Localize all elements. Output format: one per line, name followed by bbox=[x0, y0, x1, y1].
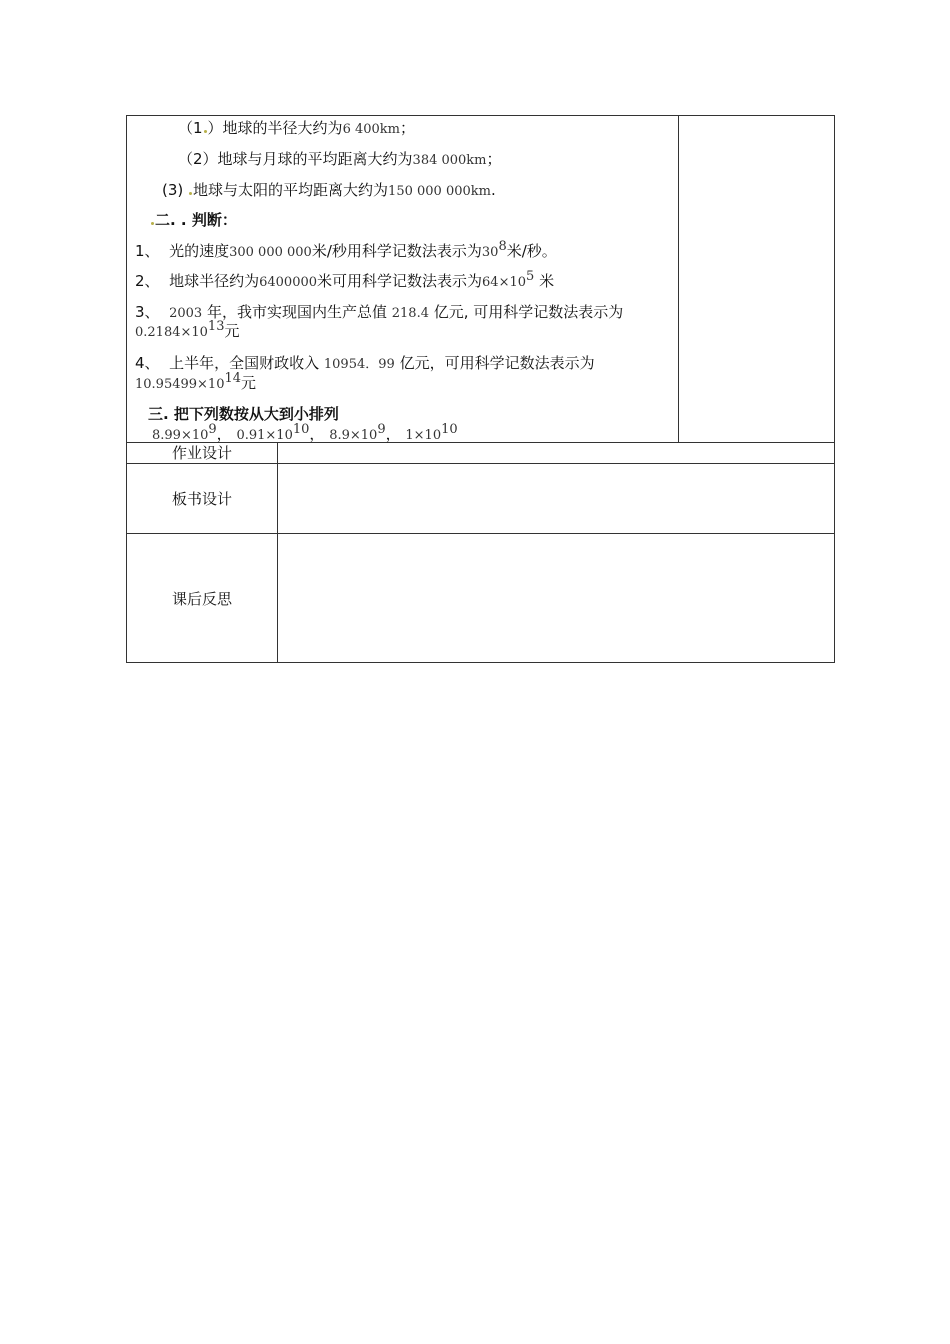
number-separator: ， bbox=[385, 425, 401, 443]
item-text: 米/秒用科学记数法表示为 bbox=[311, 242, 482, 260]
earth-moon-line bbox=[178, 150, 502, 170]
item-number: 6400000 bbox=[259, 275, 318, 290]
item-exponent: 5 bbox=[526, 269, 535, 284]
board-content-cell bbox=[278, 464, 834, 533]
item-number: 150 000 000km bbox=[388, 184, 491, 199]
item-number-lead: 3、 bbox=[135, 303, 160, 321]
reflection-label: 课后反思 bbox=[171, 590, 232, 608]
item-text: ）地球的半径大约为 bbox=[207, 119, 343, 137]
board-design-label: 板书设计 bbox=[171, 490, 232, 508]
item-text: 光的速度 bbox=[169, 242, 230, 260]
number-base: 8.9×10 bbox=[329, 428, 378, 443]
item-text: 元 bbox=[224, 322, 240, 340]
item-label: （1 bbox=[178, 119, 203, 137]
item-number: 64×10 bbox=[482, 275, 527, 290]
earth-sun-line bbox=[162, 181, 496, 201]
item-text: 上半年，全国财政收入 bbox=[169, 354, 320, 372]
item-text: 地球与太阳的平均距离大约为 bbox=[193, 181, 389, 199]
item-number: 10954．99 bbox=[323, 357, 395, 372]
judge-item-1 bbox=[135, 239, 557, 262]
item-punct: ； bbox=[486, 150, 502, 168]
item-text: 亿元, 可用科学记数法表示为 bbox=[433, 303, 624, 321]
order-numbers-line bbox=[152, 422, 458, 445]
item-text: 年，我市实现国内生产总值 bbox=[206, 303, 387, 321]
item-text: 元 bbox=[241, 374, 257, 392]
earth-radius-line bbox=[178, 119, 415, 139]
number-exponent: 9 bbox=[377, 422, 386, 437]
item-number: 218.4 bbox=[391, 306, 429, 321]
number-base: 8.99×10 bbox=[152, 428, 209, 443]
section-judge-title bbox=[150, 211, 237, 229]
item-label: (3) bbox=[162, 181, 184, 199]
homework-content-cell bbox=[278, 443, 834, 463]
upper-right-cell bbox=[679, 116, 834, 442]
item-text: 亿元，可用科学记数法表示为 bbox=[399, 354, 595, 372]
item-exponent: 8 bbox=[498, 239, 507, 254]
item-text: 米可用科学记数法表示为 bbox=[317, 272, 483, 290]
item-number-lead: 2、 bbox=[135, 272, 160, 290]
number-base: 1×10 bbox=[405, 428, 442, 443]
number-exponent: 9 bbox=[208, 422, 217, 437]
reflection-content-cell bbox=[278, 534, 834, 662]
item-exponent: 13 bbox=[207, 319, 225, 334]
judge-item-4 bbox=[135, 354, 595, 374]
number-separator: ， bbox=[309, 425, 325, 443]
item-number: 30 bbox=[481, 245, 499, 260]
judge-item-3-cont bbox=[135, 319, 240, 342]
item-punct: . bbox=[490, 181, 496, 199]
section-order-title bbox=[148, 405, 339, 423]
judge-item-4-cont bbox=[135, 371, 257, 394]
section-title-text: 二. . 判断： bbox=[155, 211, 237, 229]
homework-label: 作业设计 bbox=[171, 444, 232, 462]
dot-mark bbox=[204, 130, 207, 133]
item-number: 2003 bbox=[169, 306, 203, 321]
item-text: （2）地球与月球的平均距离大约为 bbox=[178, 150, 413, 168]
number-separator: ， bbox=[216, 425, 232, 443]
item-text: 地球半径约为 bbox=[169, 272, 260, 290]
item-exponent: 14 bbox=[224, 371, 242, 386]
judge-item-2 bbox=[135, 269, 555, 292]
item-text: 米 bbox=[539, 272, 555, 290]
item-number-lead: 4、 bbox=[135, 354, 160, 372]
item-number: 300 000 000 bbox=[229, 245, 312, 260]
item-number: 0.2184×10 bbox=[135, 325, 208, 340]
item-text: 米/秒。 bbox=[506, 242, 557, 260]
item-number: 10.95499×10 bbox=[135, 377, 225, 392]
item-number: 384 000km bbox=[412, 153, 487, 168]
number-exponent: 10 bbox=[441, 422, 458, 437]
section-title-text: 三. 把下列数按从大到小排列 bbox=[148, 405, 339, 423]
item-number-lead: 1、 bbox=[135, 242, 160, 260]
dot-mark bbox=[189, 192, 192, 195]
item-number: 6 400km bbox=[342, 122, 400, 137]
number-exponent: 10 bbox=[292, 422, 310, 437]
item-punct: ； bbox=[399, 119, 415, 137]
number-base: 0.91×10 bbox=[236, 428, 293, 443]
dot-mark bbox=[151, 222, 154, 225]
